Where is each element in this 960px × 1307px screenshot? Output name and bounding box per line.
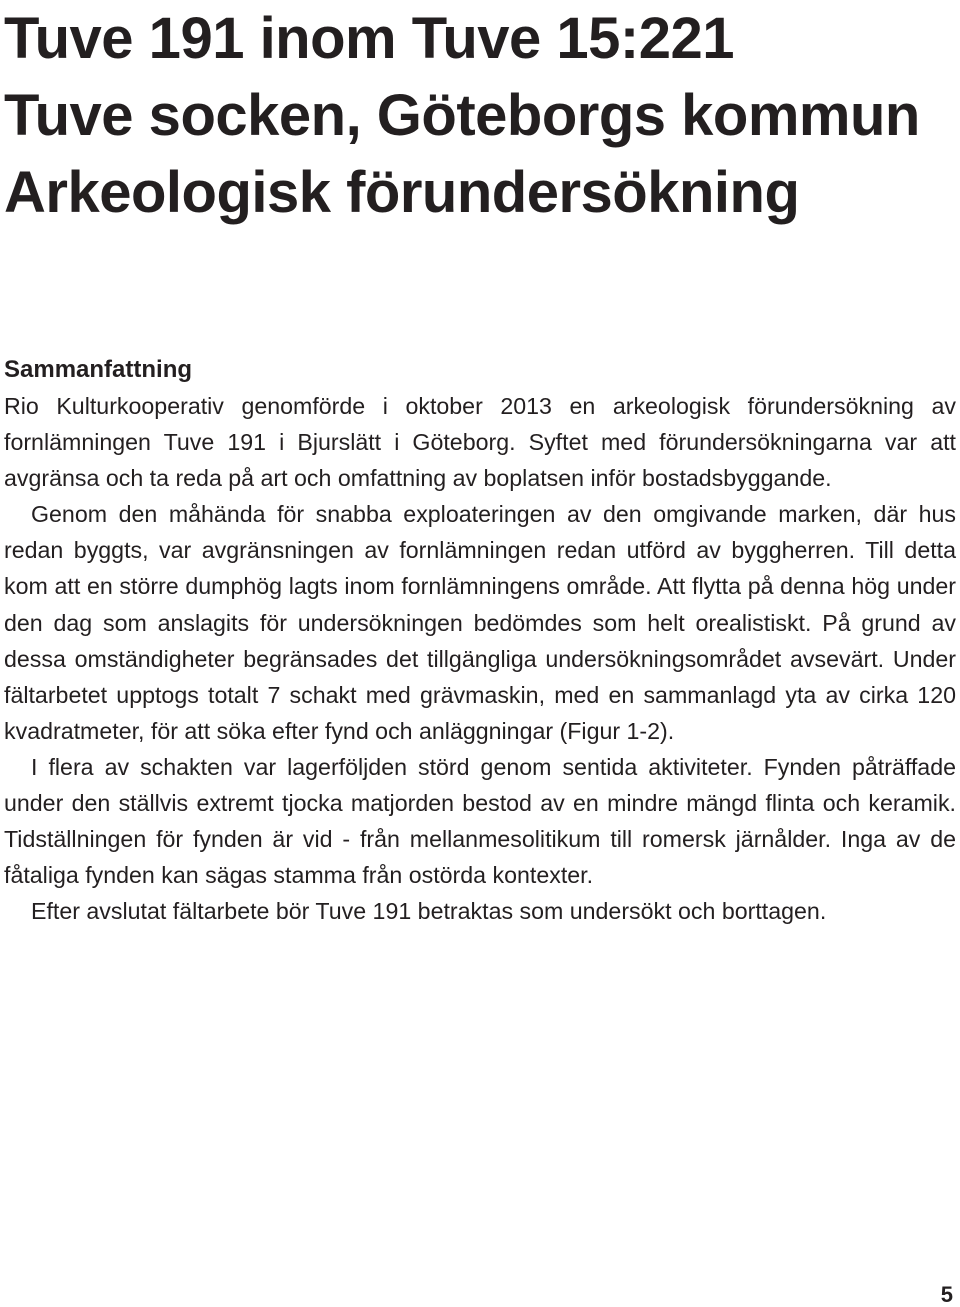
page-number: 5 [940, 1282, 953, 1307]
document-title [4, 0, 954, 231]
title-line-1: Tuve 191 inom Tuve 15:221 [4, 6, 735, 71]
summary-paragraph-4: Efter avslutat fältarbete bör Tuve 191 betraktas som undersökt och borttagen. [31, 898, 827, 925]
title-line-2: Tuve socken, Göteborgs kommun [4, 83, 920, 148]
title-line-3: Arkeologisk förundersökning [4, 160, 800, 225]
summary-paragraph-1: Rio Kulturkooperativ genomförde i oktober 2013 en arkeologisk förundersökning av fornlämningen Tuve 191 i Bjurslätt i Göteborg. Syftet med förundersökningarna var att avgränsa och ta reda på art och omfattning av boplatsen inför bostadsbyggande. [4, 393, 956, 492]
summary-paragraph-2: Genom den måhända för snabba exploateringen av den omgivande marken, där hus redan byggts, var avgränsningen av fornlämningen redan utförd av byggherren. Till detta kom att en större dumphög lagts inom fornlämningens område. Att flytta på denna hög under den dag som anslagits för undersökningen bedömdes som helt orealistiskt. På grund av dessa omständigheter begränsades det tillgängliga undersökningsområdet avsevärt. Under fältarbetet upptogs totalt 7 schakt med grävmaskin, med en sammanlagd yta av cirka 120 kvadratmeter, för att söka efter fynd och anläggningar (Figur 1-2). [4, 501, 956, 744]
summary-section [4, 352, 956, 929]
summary-heading: Sammanfattning [4, 356, 193, 383]
summary-paragraph-3: I flera av schakten var lagerföljden störd genom sentida aktiviteter. Fynden påträffade under den ställvis extremt tjocka matjorden bestod av en mindre mängd flinta och keramik. Tidställningen för fynden är vid - från mellanmesolitikum till romersk järnålder. Inga av de fåtaliga fynden kan sägas stamma från ostörda kontexter. [4, 753, 956, 889]
